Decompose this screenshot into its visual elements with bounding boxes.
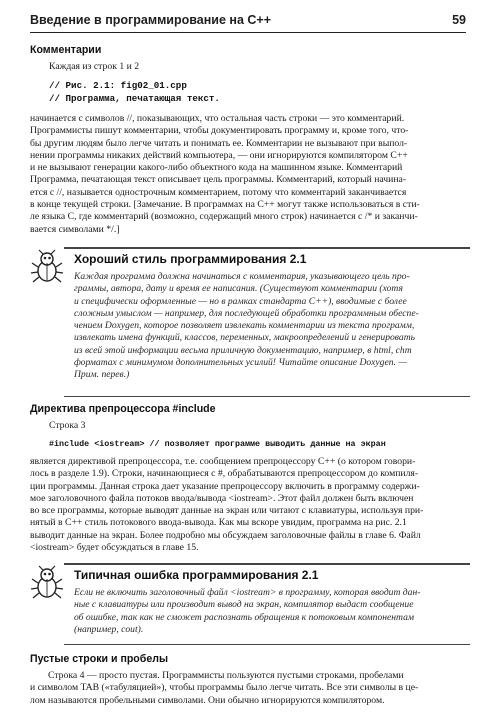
good-style-line: чением Doxygen, которое позволяет извлекать комментарии из текста программ, bbox=[74, 320, 415, 332]
good-style-line: Каждая программа должна начинаться с комментария, указывающего цель про- bbox=[74, 271, 410, 282]
comments-intro: Каждая из строк 1 и 2 bbox=[49, 61, 140, 72]
comments-line: Программисты пишут комментарии, чтобы документировать программу и, кроме того, что- bbox=[30, 125, 409, 137]
whitespace-line: Строка 4 — просто пустая. Программисты пользуются пустыми строками, пробелами bbox=[48, 670, 404, 681]
comments-line: вается символами */.] bbox=[30, 223, 120, 235]
comments-line: ле языка C, где комментарий (возможно, содержащий много строк) начинается с /* и заканчи- bbox=[30, 211, 418, 223]
section-heading-comments: Комментарии bbox=[30, 44, 102, 56]
comments-line: бы другим людям было легче читать и понимать ее. Комментарии не вызывают при выпол- bbox=[30, 137, 408, 149]
comments-line: ется с //, называется однострочным комментарием, потому что комментарий заканчивается bbox=[30, 186, 407, 198]
comments-line: Программа, печатающая текст описывает цель программы. Комментарий, который начина- bbox=[30, 174, 407, 186]
common-error-line: об ошибке, так как не сможет распознать обращения к потоковым компонентам bbox=[74, 611, 415, 623]
good-style-body bbox=[74, 271, 419, 382]
common-error-line: ные с клавиатуры или производит вывод на экран, компилятор выдаст сообщение bbox=[74, 599, 414, 611]
comments-line: начинается с символов //, показывающих, что остальная часть строки — это комментарий. bbox=[30, 113, 405, 124]
good-style-title: Хороший стиль программирования 2.1 bbox=[74, 252, 307, 266]
comments-paragraph bbox=[30, 113, 420, 236]
include-line: нятый в C++ стиль потокового ввода-вывода. Как мы вскоре увидим, программа на рис. 2.1 bbox=[30, 517, 407, 529]
common-error-line: Если не включить заголовочный файл <iostream> в программу, которая вводит дан- bbox=[74, 587, 421, 598]
box-bottom-rule bbox=[64, 644, 470, 646]
code-line-1: // Рис. 2.1: fig02_01.cpp bbox=[49, 80, 187, 91]
include-code-line: #include <iostream> // позволяет программе выводить данные на экран bbox=[49, 439, 386, 449]
comments-line: в конце текущей строки. [Замечание. В программах на C++ могут также использоваться в сти- bbox=[30, 199, 420, 211]
section-heading-whitespace: Пустые строки и пробелы bbox=[30, 653, 168, 665]
good-style-line: граммы, автора, дату и время ее написания. (Существуют комментарии (хотя bbox=[74, 283, 403, 295]
running-header bbox=[30, 12, 466, 33]
good-style-line: извлекать имена функций, классов, переменных, макроопределений и генерировать bbox=[74, 332, 415, 344]
page-number: 59 bbox=[452, 13, 466, 27]
include-line: мое заголовочного файла потоков ввода/вывода <iostream>. Этот файл должен быть включен bbox=[30, 492, 414, 504]
whitespace-line: лом называются пробельными символами. Они обычно игнорируются компилятором. bbox=[30, 694, 385, 706]
good-style-line: форматах с минимумом дополнительных усилий! Читайте описание Doxygen. — bbox=[74, 357, 407, 369]
include-intro: Строка 3 bbox=[49, 420, 86, 431]
bug-mascot-icon bbox=[30, 249, 64, 285]
box-top-rule bbox=[64, 247, 470, 249]
include-line: во все программы, которые выводят данные на экран или читают с клавиатуры, используя при- bbox=[30, 505, 424, 517]
include-line: ции программы. Данная строка дает указание препроцессору включить в программу содержи- bbox=[30, 480, 420, 492]
whitespace-line: и символом TAB («табуляцией»), чтобы программы было легче читать. Все эти символы в це- bbox=[30, 682, 419, 694]
common-error-line: (например, cout). bbox=[74, 623, 144, 635]
section-heading-include: Директива препроцессора #include bbox=[30, 403, 216, 415]
bug-mascot-icon bbox=[30, 565, 64, 601]
good-style-box bbox=[30, 247, 470, 397]
comments-line: нении программы никаких действий компьютера, — они игнорируются компилятором C++ bbox=[30, 149, 408, 161]
common-error-box bbox=[30, 563, 470, 645]
box-bottom-rule bbox=[64, 396, 470, 398]
include-line: лось в разделе 1.9). Строки, начинающиеся с #, обрабатываются препроцессором до компиля- bbox=[30, 468, 419, 480]
include-paragraph bbox=[30, 456, 423, 554]
include-line: <iostream> будет обсуждаться в главе 15. bbox=[30, 542, 199, 554]
whitespace-paragraph bbox=[30, 670, 418, 707]
code-line-2: // Программа, печатающая текст. bbox=[49, 93, 220, 104]
good-style-line: и специфически оформленные — но в рамках стандарта C++), вводимые с более bbox=[74, 295, 407, 307]
good-style-line: сложным умыслом — например, для последующей обработки программным обеспе- bbox=[74, 307, 419, 319]
running-title: Введение в программирование на C++ bbox=[30, 13, 271, 27]
good-style-line: Прим. перев.) bbox=[74, 369, 130, 381]
good-style-line: из всей этой информации весьма приличную документацию, например, в html, chm bbox=[74, 344, 412, 356]
box-top-rule bbox=[64, 563, 470, 565]
common-error-body bbox=[74, 587, 420, 636]
include-line: является директивой препроцессора, т.е. сообщением препроцессору C++ (о котором говори- bbox=[30, 456, 416, 467]
include-line: выводит данные на экран. Более подробно мы обсуждаем заголовочные файлы в главе 6. Файл bbox=[30, 529, 421, 541]
comments-line: и не вызывают генерации какого-либо объектного кода на машинном языке. Комментарий bbox=[30, 162, 403, 174]
common-error-title: Типичная ошибка программирования 2.1 bbox=[74, 568, 319, 582]
